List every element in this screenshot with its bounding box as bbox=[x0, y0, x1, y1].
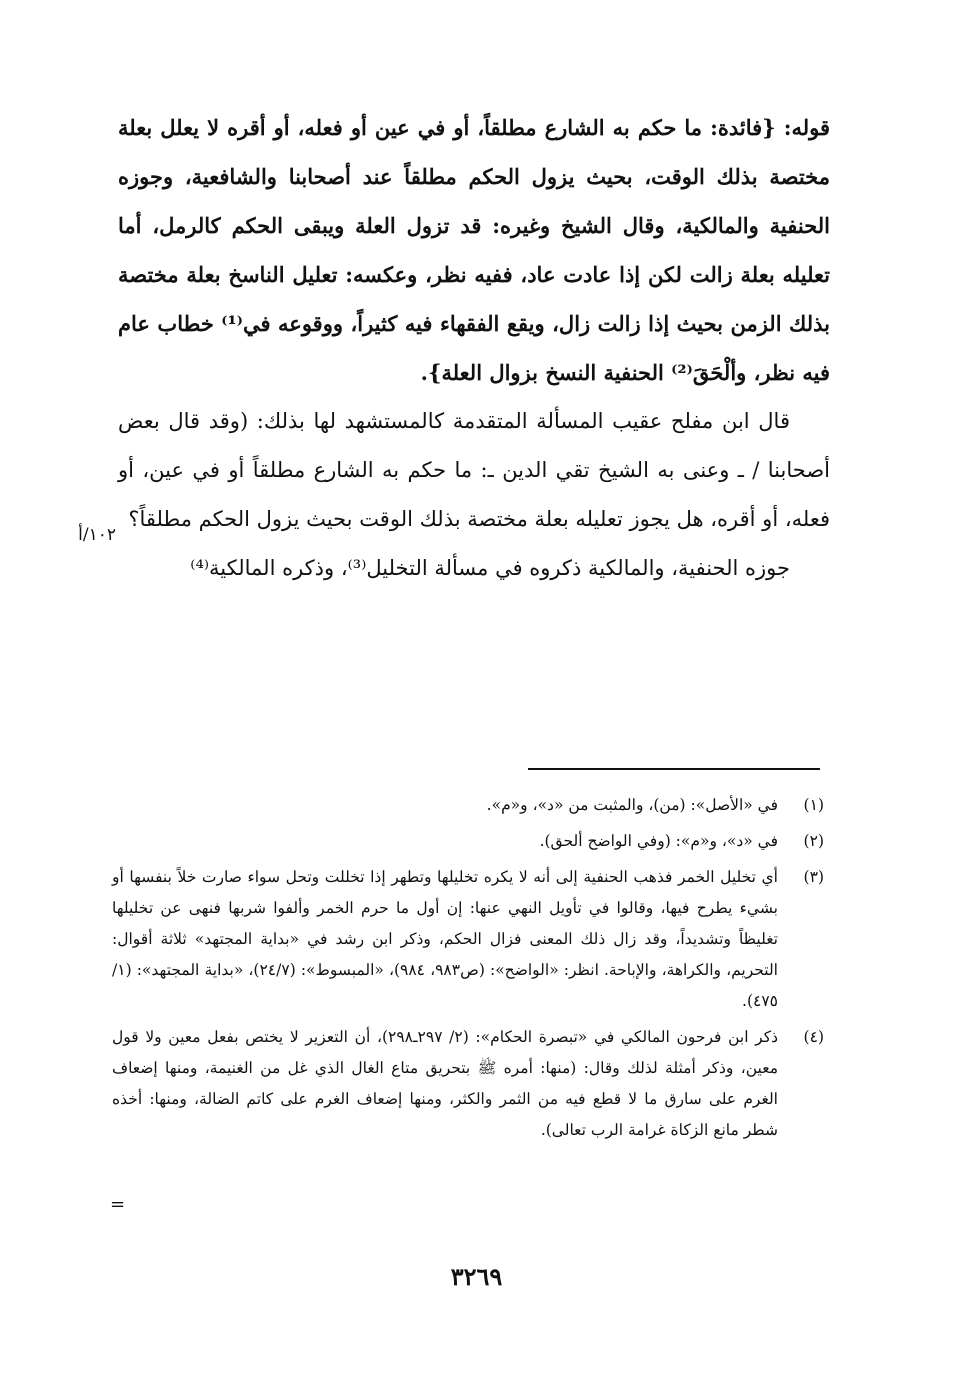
footnote-text: في «د»، و«م»: (وفي الواضح ألحق). bbox=[539, 832, 778, 850]
main-paragraph-1: قوله: {فائدة: ما حكم به الشارع مطلقاً، أو في عين أو فعله، أو أقره لا يعلل بعلة مختصة بذلك الوقت، بحيث يزول الحكم مطلقاً عند أصحابنا والشافعية، وجوزه الحنفية والمالكية، وقال الشيخ وغيره: قد تزول العلة ويبقى الحكم كالرمل، أما تعليله بعلة زالت لكن إذا عادت عاد، ففيه نظر، وعكسه: تعليل الناسخ بعلة مختصة بذلك الزمن بحيث إذا زالت زال، ويقع الفقهاء فيه كثيراً، ووقوعه في⁽¹⁾ خطاب عام فيه نظر، وألْحَقَ⁽²⁾ الحنفية النسخ بزوال العلة}. bbox=[118, 115, 830, 385]
main-paragraph-3: جوزه الحنفية، والمالكية ذكروه في مسألة التخليل⁽³⁾، وذكره المالكية⁽⁴⁾ bbox=[190, 556, 790, 580]
main-paragraph-2: قال ابن مفلح عقيب المسألة المتقدمة كالمستشهد لها بذلك: (وقد قال بعض أصحابنا / ـ وعنى به الشيخ تقي الدين ـ: ما حكم به الشارع مطلقاً أو في عين، أو فعله، أو أقره، هل يجوز تعليله بعلة مختصة بذلك الوقت بحيث يزول الحكم مطلقاً؟ bbox=[118, 409, 830, 531]
footnote-4 bbox=[112, 1022, 824, 1146]
footnote-text: أي تخليل الخمر فذهب الحنفية إلى أنه لا يكره تخليلها وتطهر إذا تخللت وتحل سواء صارت خلاً بنفسها أو بشيء يطرح فيها، وقالوا في تأويل النهي عنها: إن أول ما حرم الخمر وألفوا شربها فنهى عن تخليلها تغليظاً وتشديداً، وقد زال ذلك المعنى فزال الحكم، وذكر ابن رشد في «بداية المجتهد» ثلاثة أقوال: التحريم، والكراهة، والإباحة. انظر: «الواضح»: (ص٩٨٣، ٩٨٤)، «المبسوط»: (٢٤/٧)، «بداية المجتهد»: (١/ ٤٧٥). bbox=[112, 868, 778, 1010]
footnote-separator bbox=[528, 768, 820, 770]
footnotes bbox=[112, 790, 824, 1151]
page-number: ٣٢٦٩ bbox=[450, 1262, 503, 1291]
footnote-1 bbox=[112, 790, 824, 821]
footnote-number: (٣) bbox=[803, 868, 824, 886]
main-text bbox=[118, 103, 830, 593]
footnote-3 bbox=[112, 862, 824, 1017]
footnote-text: في «الأصل»: (من)، والمثبت من «د»، و«م». bbox=[486, 796, 778, 814]
continuation-mark: = bbox=[110, 1194, 126, 1215]
footnote-number: (١) bbox=[803, 796, 824, 814]
footnote-number: (٢) bbox=[803, 832, 824, 850]
margin-folio-note: ١٠٢/أ bbox=[78, 525, 116, 545]
footnote-text: ذكر ابن فرحون المالكي في «تبصرة الحكام»: (٢/ ٢٩٧ـ٢٩٨)، أن التعزير لا يختص بفعل معين ولا قول معين، وذكر أمثلة لذلك وقال: (منها: أمره ﷺ بتحريق متاع الغال الذي غل من الغنيمة، ومنها إضعاف الغرم على سارق ما لا قطع فيه من الثمر والكثر، ومنها إضعاف الغرم على كاتم الضالة، ومنها: أخذه شطر مانع الزكاة غرامة الرب تعالى). bbox=[112, 1028, 778, 1139]
footnote-2 bbox=[112, 826, 824, 857]
footnote-number: (٤) bbox=[803, 1028, 824, 1046]
